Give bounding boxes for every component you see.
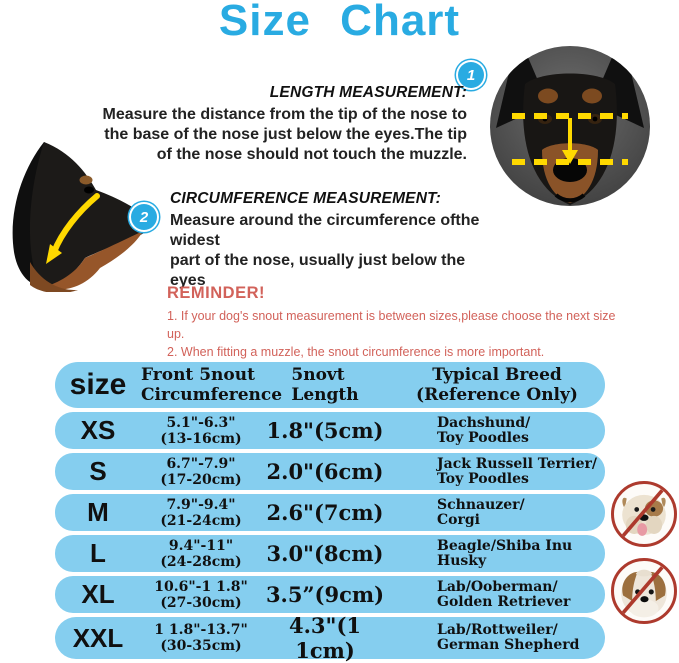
table-header-row [55, 362, 605, 408]
page-title: Size Chart [218, 0, 461, 45]
circumference-cell: 5.1"-6.3" (13-16cm) [160, 414, 242, 447]
reminder-note-2: 2. When fitting a muzzle, the snout circumference is more important. [167, 345, 545, 359]
prohibited-flat-snout-bulldog-icon [611, 481, 677, 547]
size-cell: XXL [72, 622, 124, 653]
breed-cell: Lab/Ooberman/ Golden Retriever [437, 578, 571, 610]
size-cell: XL [81, 579, 115, 609]
circumference-measurement-line: part of the nose, usually just below the eyes [170, 252, 466, 289]
circumference-cell: 10.6"-1 1.8" (27-30cm) [154, 578, 248, 611]
reminder-section [167, 284, 627, 361]
size-cell: S [89, 456, 107, 486]
length-measurement-line: the base of the nose just below the eyes.The tip [104, 126, 467, 143]
circumference-measurement-section [170, 190, 500, 291]
step-2-number: 2 [139, 208, 149, 226]
table-body [55, 412, 605, 663]
reminder-note-1: 1. If your dog's snout measurement is between sizes,please choose the next size up. [167, 309, 616, 341]
table-row [55, 453, 605, 490]
prohibited-flat-snout-shihtzu-icon [611, 558, 677, 624]
size-chart-table [55, 362, 605, 663]
doberman-front-illustration [490, 46, 650, 206]
breed-cell: Dachshund/ Toy Poodles [437, 414, 531, 446]
circumference-measurement-heading: CIRCUMFERENCE MEASUREMENT: [170, 190, 441, 207]
reminder-heading: REMINDER! [167, 284, 265, 302]
breed-cell: Lab/Rottweiler/ German Shepherd [437, 622, 580, 653]
length-cell: 1.8"(5cm) [266, 418, 384, 443]
length-cell: 3.5”(9cm) [265, 582, 385, 607]
length-cell: 4.3"(1 1cm) [288, 613, 362, 663]
size-cell: M [87, 497, 109, 527]
circumference-measurement-line: Measure around the circumference ofthe widest [170, 212, 480, 249]
circumference-cell: 9.4"-11" (24-28cm) [160, 537, 242, 570]
table-row [55, 535, 605, 572]
length-measurement-line: Measure the distance from the tip of the nose to [102, 106, 467, 123]
doberman-front-photo [490, 46, 650, 206]
length-cell: 2.0"(6cm) [266, 459, 384, 484]
step-1-number: 1 [466, 66, 476, 84]
col-header-breed: Typical Breed (Reference Only) [416, 365, 578, 405]
length-measurement-heading: LENGTH MEASUREMENT: [269, 84, 467, 101]
length-measurement-line: of the nose should not touch the muzzle. [156, 146, 467, 163]
length-cell: 2.6"(7cm) [266, 500, 384, 525]
circumference-cell: 1 1.8"-13.7" (30-35cm) [154, 622, 248, 654]
circumference-cell: 7.9"-9.4" (21-24cm) [160, 496, 242, 529]
circumference-cell: 6.7"-7.9" (17-20cm) [160, 455, 242, 488]
table-row [55, 576, 605, 613]
length-cell: 3.0"(8cm) [266, 541, 384, 566]
table-row [55, 494, 605, 531]
size-cell: L [90, 538, 106, 568]
size-cell: XS [80, 415, 116, 445]
col-header-circumference: Front 5nout Circumference [141, 365, 283, 405]
breed-cell: Beagle/Shiba Inu Husky [437, 537, 573, 569]
step-2-badge [131, 204, 157, 230]
breed-cell: Schnauzer/ Corgi [437, 496, 525, 528]
col-header-length: 5novt Length [291, 365, 359, 405]
col-header-size: size [69, 368, 127, 401]
breed-cell: Jack Russell Terrier/ Toy Poodles [437, 455, 597, 487]
table-row [55, 412, 605, 449]
table-row [55, 613, 605, 663]
